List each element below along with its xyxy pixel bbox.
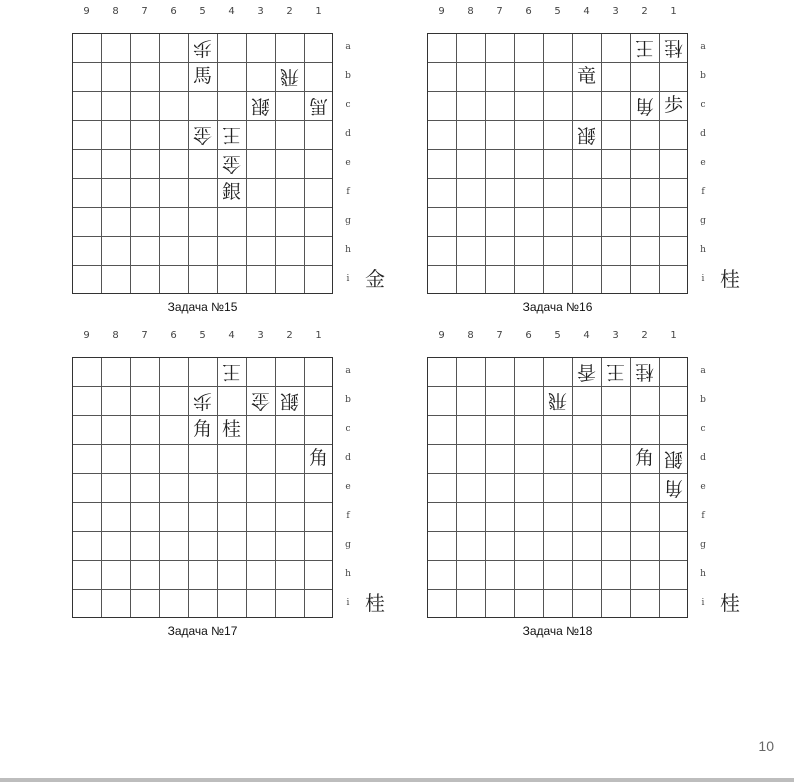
grid-line bbox=[659, 34, 660, 293]
grid-line bbox=[456, 34, 457, 293]
shogi-piece: 歩 bbox=[663, 94, 683, 116]
rank-label: b bbox=[700, 395, 706, 405]
grid-line bbox=[130, 358, 131, 617]
file-label: 9 bbox=[438, 6, 445, 17]
problem-caption: Задача №17 bbox=[167, 624, 238, 638]
grid-line bbox=[601, 34, 602, 293]
rank-label: d bbox=[345, 453, 351, 463]
file-label: 6 bbox=[525, 6, 532, 17]
grid-line bbox=[514, 34, 515, 293]
rank-labels bbox=[698, 357, 708, 618]
rank-labels bbox=[343, 33, 353, 294]
file-label: 1 bbox=[315, 6, 322, 17]
grid-line bbox=[428, 531, 687, 532]
shogi-piece: 馬 bbox=[309, 95, 329, 117]
rank-label: b bbox=[345, 395, 351, 405]
file-label: 9 bbox=[83, 330, 90, 341]
rank-label: d bbox=[700, 453, 706, 463]
file-label: 5 bbox=[199, 6, 206, 17]
grid-line bbox=[428, 149, 687, 150]
file-label: 6 bbox=[525, 330, 532, 341]
rank-labels bbox=[343, 357, 353, 618]
shogi-piece: 飛 bbox=[548, 390, 568, 412]
file-labels bbox=[72, 330, 333, 344]
file-label: 8 bbox=[112, 330, 119, 341]
grid-line bbox=[73, 149, 332, 150]
rank-label: b bbox=[700, 71, 706, 81]
file-label: 3 bbox=[257, 330, 264, 341]
problem-caption: Задача №18 bbox=[522, 624, 593, 638]
file-label: 4 bbox=[583, 6, 590, 17]
grid-line bbox=[485, 358, 486, 617]
rank-label: f bbox=[701, 187, 705, 197]
rank-label: g bbox=[345, 540, 351, 550]
rank-label: g bbox=[700, 540, 706, 550]
piece-in-hand: 桂 bbox=[365, 591, 385, 615]
rank-label: a bbox=[700, 366, 706, 376]
shogi-piece: 馬 bbox=[192, 65, 212, 87]
file-label: 1 bbox=[670, 330, 677, 341]
rank-label: e bbox=[700, 482, 706, 492]
problem-17 bbox=[0, 330, 385, 638]
grid-line bbox=[73, 207, 332, 208]
rank-label: f bbox=[701, 511, 705, 521]
grid-line bbox=[73, 560, 332, 561]
rank-label: c bbox=[345, 424, 351, 434]
rank-label: e bbox=[345, 158, 351, 168]
shogi-piece: 角 bbox=[308, 447, 328, 469]
file-label: 6 bbox=[170, 6, 177, 17]
piece-in-hand: 桂 bbox=[720, 267, 740, 291]
shogi-board bbox=[427, 357, 688, 618]
grid-line bbox=[428, 62, 687, 63]
file-label: 9 bbox=[438, 330, 445, 341]
rank-label: h bbox=[700, 245, 706, 255]
grid-line bbox=[428, 589, 687, 590]
rank-label: c bbox=[700, 100, 706, 110]
rank-labels bbox=[698, 33, 708, 294]
file-labels bbox=[72, 6, 333, 20]
grid-line bbox=[159, 34, 160, 293]
grid-line bbox=[456, 358, 457, 617]
file-label: 2 bbox=[641, 330, 648, 341]
rank-label: d bbox=[700, 129, 706, 139]
grid-line bbox=[73, 91, 332, 92]
file-label: 5 bbox=[554, 330, 561, 341]
problem-caption: Задача №16 bbox=[522, 300, 593, 314]
grid-line bbox=[217, 358, 218, 617]
file-label: 7 bbox=[496, 330, 503, 341]
problem-15 bbox=[0, 6, 385, 314]
grid-line bbox=[304, 358, 305, 617]
shogi-piece: 王 bbox=[635, 37, 655, 59]
shogi-piece: 銀 bbox=[221, 181, 241, 203]
grid-line bbox=[428, 236, 687, 237]
grid-line bbox=[630, 358, 631, 617]
file-label: 3 bbox=[612, 6, 619, 17]
grid-line bbox=[543, 34, 544, 293]
rank-label: d bbox=[345, 129, 351, 139]
file-label: 4 bbox=[583, 330, 590, 341]
rank-label: a bbox=[345, 366, 351, 376]
file-label: 7 bbox=[141, 330, 148, 341]
rank-label: g bbox=[700, 216, 706, 226]
shogi-piece: 金 bbox=[193, 124, 213, 146]
rank-label: e bbox=[345, 482, 351, 492]
shogi-piece: 歩 bbox=[193, 37, 213, 59]
shogi-piece: 竜 bbox=[576, 65, 596, 87]
grid-line bbox=[101, 358, 102, 617]
grid-line bbox=[73, 178, 332, 179]
file-label: 5 bbox=[554, 6, 561, 17]
grid-line bbox=[428, 265, 687, 266]
rank-label: i bbox=[346, 598, 350, 608]
file-label: 2 bbox=[286, 330, 293, 341]
grid-line bbox=[73, 265, 332, 266]
rank-label: c bbox=[345, 100, 351, 110]
shogi-piece: 王 bbox=[606, 361, 626, 383]
rank-label: a bbox=[345, 42, 351, 52]
file-label: 8 bbox=[467, 330, 474, 341]
file-label: 3 bbox=[612, 330, 619, 341]
piece-in-hand: 桂 bbox=[720, 591, 740, 615]
grid-line bbox=[101, 34, 102, 293]
grid-line bbox=[73, 531, 332, 532]
rank-label: f bbox=[346, 511, 350, 521]
file-label: 1 bbox=[315, 330, 322, 341]
grid-line bbox=[246, 34, 247, 293]
file-label: 6 bbox=[170, 330, 177, 341]
file-label: 8 bbox=[112, 6, 119, 17]
file-label: 2 bbox=[286, 6, 293, 17]
grid-line bbox=[428, 178, 687, 179]
grid-line bbox=[73, 473, 332, 474]
rank-label: a bbox=[700, 42, 706, 52]
grid-line bbox=[428, 560, 687, 561]
file-labels bbox=[427, 330, 688, 344]
file-label: 5 bbox=[199, 330, 206, 341]
shogi-piece: 王 bbox=[222, 361, 242, 383]
shogi-piece: 桂 bbox=[635, 361, 655, 383]
rank-label: h bbox=[345, 569, 351, 579]
file-label: 7 bbox=[141, 6, 148, 17]
shogi-board bbox=[72, 357, 333, 618]
file-label: 2 bbox=[641, 6, 648, 17]
grid-line bbox=[428, 473, 687, 474]
shogi-piece: 歩 bbox=[193, 390, 213, 412]
shogi-piece: 王 bbox=[222, 124, 242, 146]
rank-label: f bbox=[346, 187, 350, 197]
grid-line bbox=[130, 34, 131, 293]
shogi-piece: 桂 bbox=[664, 37, 684, 59]
grid-line bbox=[428, 120, 687, 121]
file-label: 1 bbox=[670, 6, 677, 17]
rank-label: i bbox=[701, 274, 705, 284]
grid-line bbox=[428, 415, 687, 416]
file-label: 9 bbox=[83, 6, 90, 17]
shogi-piece: 銀 bbox=[251, 95, 271, 117]
shogi-piece: 銀 bbox=[280, 390, 300, 412]
problem-16 bbox=[355, 6, 740, 314]
grid-line bbox=[73, 444, 332, 445]
shogi-piece: 角 bbox=[634, 447, 654, 469]
grid-line bbox=[159, 358, 160, 617]
shogi-piece: 角 bbox=[635, 95, 655, 117]
grid-line bbox=[572, 358, 573, 617]
problem-caption: Задача №15 bbox=[167, 300, 238, 314]
piece-in-hand: 金 bbox=[365, 267, 385, 291]
grid-line bbox=[485, 34, 486, 293]
shogi-piece: 金 bbox=[222, 153, 242, 175]
grid-line bbox=[428, 207, 687, 208]
shogi-piece: 金 bbox=[251, 390, 271, 412]
file-labels bbox=[427, 6, 688, 20]
shogi-piece: 銀 bbox=[664, 448, 684, 470]
rank-label: i bbox=[701, 598, 705, 608]
grid-line bbox=[630, 34, 631, 293]
shogi-piece: 角 bbox=[664, 477, 684, 499]
file-label: 7 bbox=[496, 6, 503, 17]
file-label: 3 bbox=[257, 6, 264, 17]
rank-label: i bbox=[346, 274, 350, 284]
page-number: 10 bbox=[758, 738, 774, 754]
shogi-piece: 飛 bbox=[280, 66, 300, 88]
grid-line bbox=[304, 34, 305, 293]
rank-label: h bbox=[700, 569, 706, 579]
grid-line bbox=[514, 358, 515, 617]
rank-label: b bbox=[345, 71, 351, 81]
shogi-piece: 銀 bbox=[577, 124, 597, 146]
rank-label: h bbox=[345, 245, 351, 255]
file-label: 4 bbox=[228, 330, 235, 341]
shogi-board bbox=[427, 33, 688, 294]
bottom-rule bbox=[0, 778, 794, 782]
file-label: 8 bbox=[467, 6, 474, 17]
problem-18 bbox=[355, 330, 740, 638]
grid-line bbox=[428, 502, 687, 503]
shogi-piece: 桂 bbox=[221, 418, 241, 440]
grid-line bbox=[601, 358, 602, 617]
grid-line bbox=[73, 236, 332, 237]
rank-label: c bbox=[700, 424, 706, 434]
rank-label: g bbox=[345, 216, 351, 226]
shogi-board bbox=[72, 33, 333, 294]
rank-label: e bbox=[700, 158, 706, 168]
file-label: 4 bbox=[228, 6, 235, 17]
shogi-piece: 角 bbox=[192, 418, 212, 440]
shogi-piece: 香 bbox=[577, 361, 597, 383]
grid-line bbox=[73, 589, 332, 590]
grid-line bbox=[73, 502, 332, 503]
